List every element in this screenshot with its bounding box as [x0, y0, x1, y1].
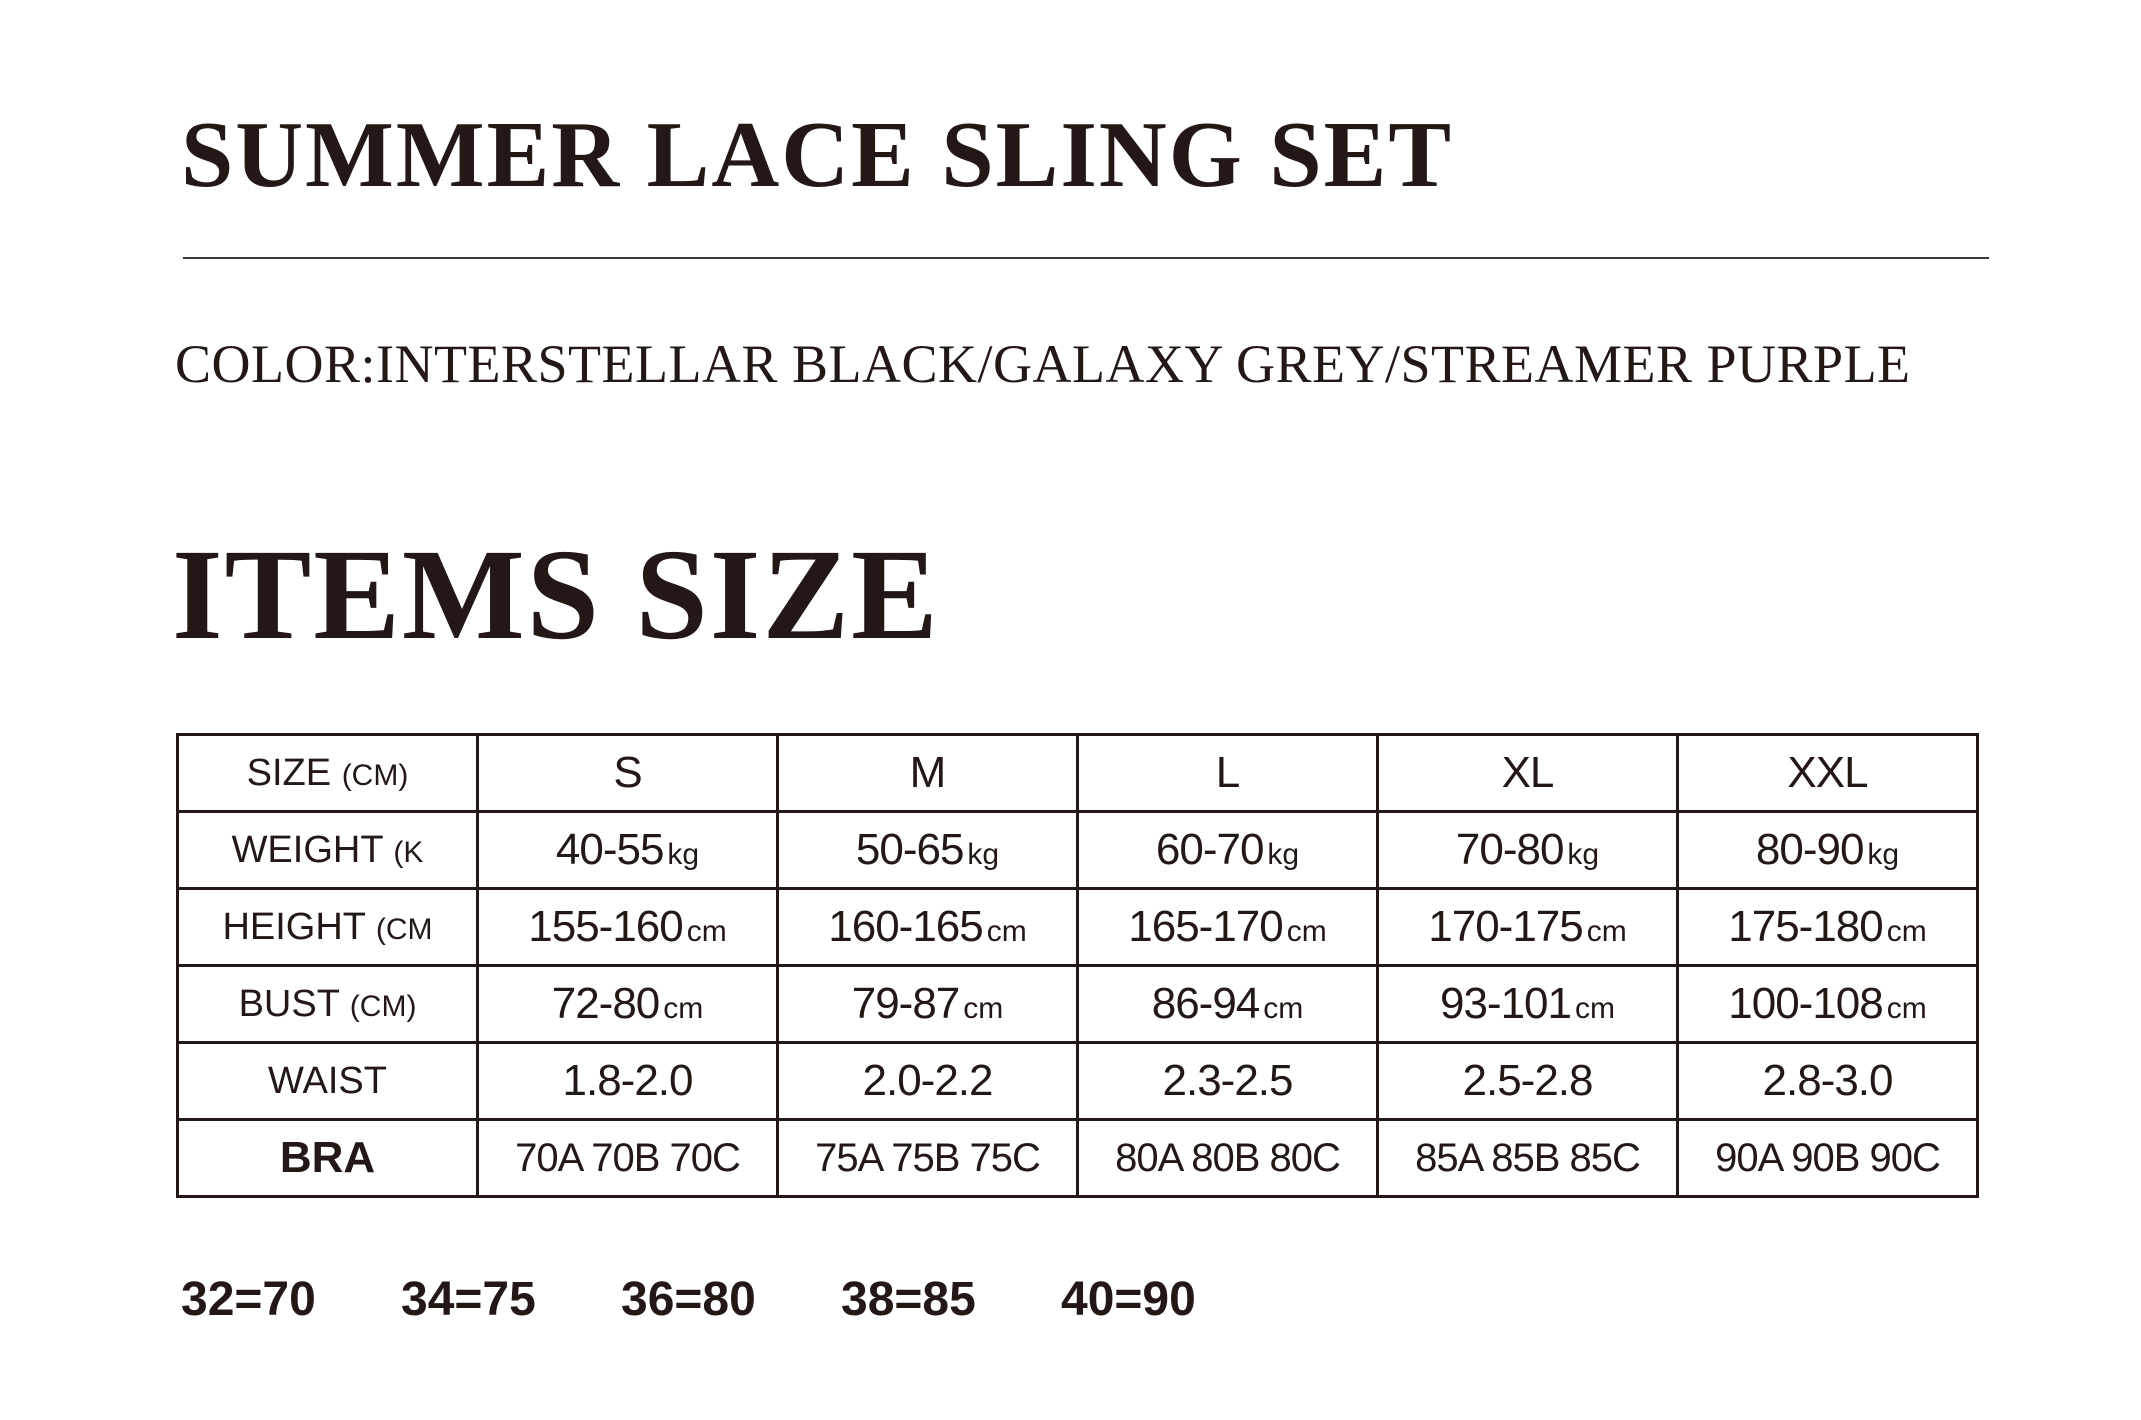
cell-unit: kg [1267, 838, 1300, 871]
table-cell [778, 966, 1078, 1043]
row-label: HEIGHT [222, 905, 366, 948]
cell-value: 79-87 [851, 979, 960, 1028]
table-cell [778, 889, 1078, 966]
table-cell [478, 889, 778, 966]
table-cell [1078, 889, 1378, 966]
cell-unit: cm [1886, 992, 1927, 1025]
cell-unit: kg [967, 838, 1000, 871]
cell-unit: cm [1575, 992, 1615, 1025]
cell-unit: cm [986, 915, 1027, 948]
cell-unit: cm [1263, 992, 1304, 1025]
table-row-waist [178, 1043, 1978, 1120]
cell-value: 165-170 [1128, 902, 1283, 951]
section-title: ITEMS SIZE [172, 523, 940, 667]
size-column-header: XXL [1678, 735, 1978, 812]
conversion-item: 40=90 [1061, 1273, 1196, 1326]
cell-value: 160-165 [828, 902, 983, 951]
row-label: SIZE [246, 751, 332, 794]
cell-unit: cm [1586, 915, 1627, 948]
cell-value: 50-65 [855, 825, 964, 874]
table-row-bust [178, 966, 1978, 1043]
row-label: WEIGHT [231, 828, 383, 871]
row-label-unit: (CM) [341, 758, 409, 792]
row-label-cell [178, 1043, 478, 1120]
row-label-unit: (CM) [349, 989, 417, 1023]
table-cell [1078, 812, 1378, 889]
table-cell [1678, 966, 1978, 1043]
cell-unit: kg [667, 838, 700, 871]
table-cell: 85A 85B 85C [1378, 1120, 1678, 1197]
table-header-row [178, 735, 1978, 812]
size-column-header: L [1078, 735, 1378, 812]
table-row-bra [178, 1120, 1978, 1197]
page-title: SUMMER LACE SLING SET [181, 103, 1454, 207]
cell-value: 100-108 [1728, 979, 1883, 1028]
row-label: BRA [279, 1133, 376, 1182]
table-cell: 2.8-3.0 [1678, 1043, 1978, 1120]
table-cell: 1.8-2.0 [478, 1043, 778, 1120]
table-cell [1378, 889, 1678, 966]
row-label-cell [178, 889, 478, 966]
table-cell: 2.0-2.2 [778, 1043, 1078, 1120]
conversion-item: 34=75 [401, 1273, 536, 1326]
cell-unit: cm [686, 915, 727, 948]
cell-value: 80-90 [1755, 825, 1864, 874]
table-cell [1378, 812, 1678, 889]
table-cell: 70A 70B 70C [478, 1120, 778, 1197]
size-table [176, 733, 1979, 1198]
cell-unit: cm [663, 992, 704, 1025]
table-cell: 80A 80B 80C [1078, 1120, 1378, 1197]
table-cell [1678, 812, 1978, 889]
table-cell [778, 812, 1078, 889]
table-cell [478, 966, 778, 1043]
cell-value: 170-175 [1428, 902, 1583, 951]
table-cell [478, 812, 778, 889]
table-cell [1378, 966, 1678, 1043]
row-label: WAIST [268, 1059, 387, 1102]
row-label: BUST [238, 982, 340, 1025]
row-label-cell [178, 812, 478, 889]
table-cell [1078, 966, 1378, 1043]
cell-value: 72-80 [551, 979, 660, 1028]
cell-unit: kg [1567, 838, 1600, 871]
table-row-weight [178, 812, 1978, 889]
conversion-item: 38=85 [841, 1273, 976, 1326]
cell-unit: kg [1867, 838, 1900, 871]
size-column-header: XL [1378, 735, 1678, 812]
cell-unit: cm [963, 992, 1004, 1025]
cell-value: 70-80 [1455, 825, 1564, 874]
table-cell: 2.3-2.5 [1078, 1043, 1378, 1120]
table-row-height [178, 889, 1978, 966]
table-cell: 2.5-2.8 [1378, 1043, 1678, 1120]
row-label-cell [178, 1120, 478, 1197]
row-label-unit: (CM [375, 912, 433, 946]
size-header-cell [178, 735, 478, 812]
cell-value: 155-160 [528, 902, 683, 951]
size-column-header: S [478, 735, 778, 812]
conversion-item: 36=80 [621, 1273, 756, 1326]
cell-value: 40-55 [555, 825, 664, 874]
cell-unit: cm [1286, 915, 1327, 948]
conversion-item: 32=70 [181, 1273, 316, 1326]
title-divider [183, 257, 1989, 259]
bra-size-conversions [181, 1272, 1281, 1328]
cell-value: 86-94 [1151, 979, 1260, 1028]
table-cell: 75A 75B 75C [778, 1120, 1078, 1197]
row-label-cell [178, 966, 478, 1043]
size-column-header: M [778, 735, 1078, 812]
table-cell: 90A 90B 90C [1678, 1120, 1978, 1197]
table-cell [1678, 889, 1978, 966]
cell-value: 60-70 [1155, 825, 1264, 874]
color-options: COLOR:INTERSTELLAR BLACK/GALAXY GREY/STREAMER PURPLE [175, 334, 1911, 394]
cell-unit: cm [1886, 915, 1927, 948]
cell-value: 175-180 [1728, 902, 1883, 951]
cell-value: 93-101 [1439, 979, 1571, 1028]
row-label-unit: (K [393, 835, 424, 869]
